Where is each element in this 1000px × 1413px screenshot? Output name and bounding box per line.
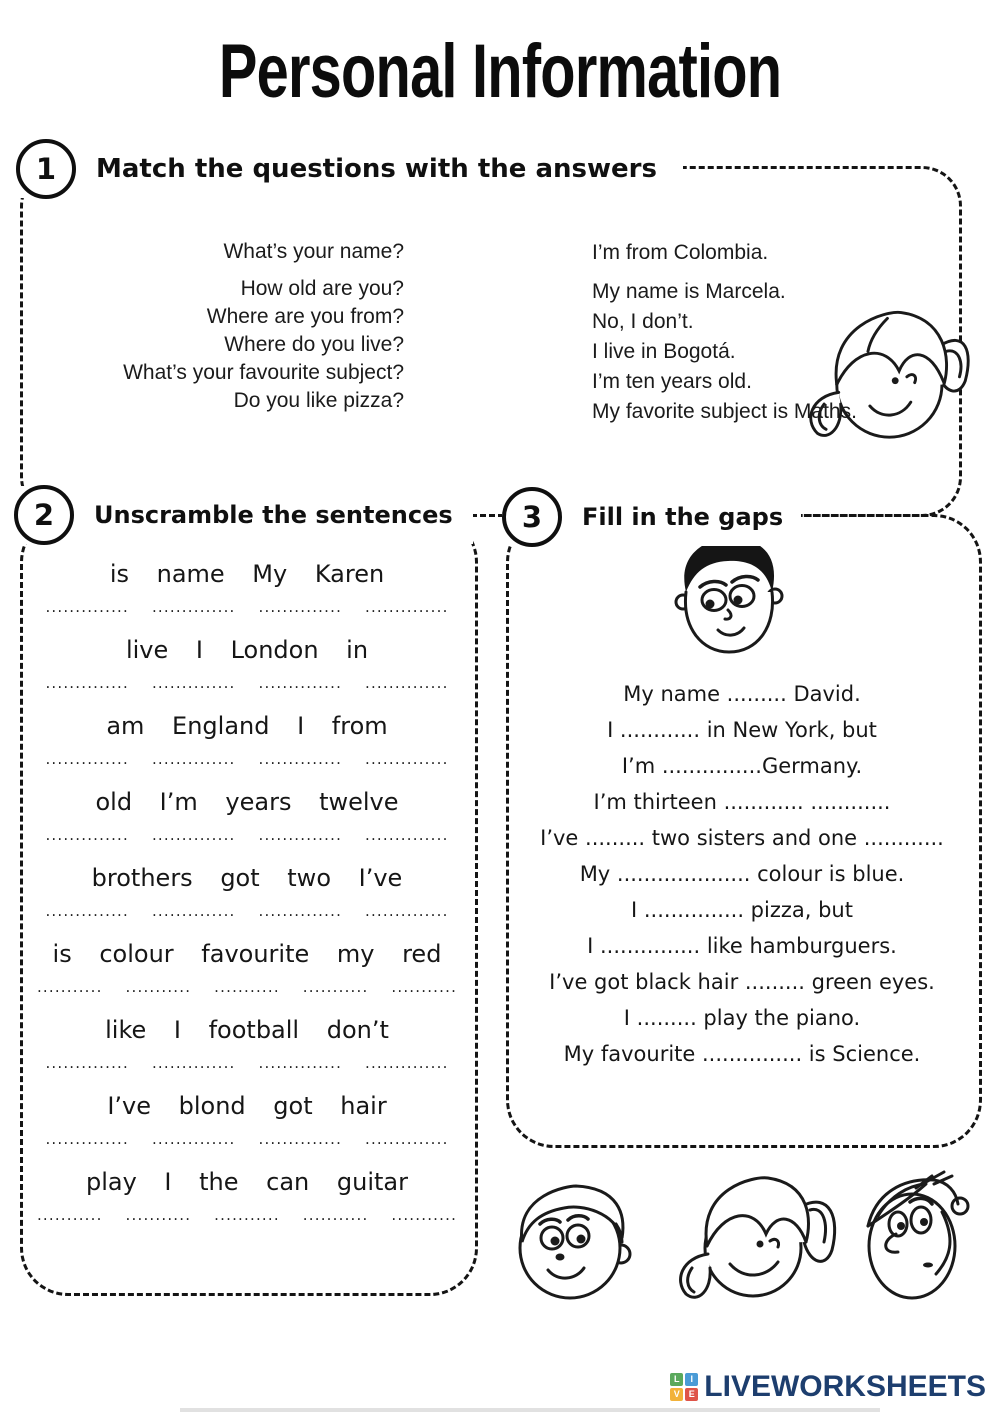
gap-line: I ............ in New York, but xyxy=(607,718,877,742)
blank-row: .............. .............. .............. .............. xyxy=(45,598,449,616)
answer-item: No, I don’t. xyxy=(592,310,694,333)
gap-line: I’m thirteen ............ ............ xyxy=(593,790,891,814)
logo-cell-i: I xyxy=(685,1373,698,1386)
answer-item: I’m from Colombia. xyxy=(592,241,769,264)
liveworksheets-logo[interactable] xyxy=(670,1370,986,1404)
word-row: I’ve blond got hair xyxy=(107,1092,387,1120)
scan-artifact xyxy=(180,1408,880,1412)
word-row: old I’m years twelve xyxy=(95,788,399,816)
gap-line: I ............... like hamburguers. xyxy=(587,934,897,958)
gap-line: My .................... colour is blue. xyxy=(579,862,905,886)
section-3-heading: Fill in the gaps xyxy=(582,503,784,531)
word-row: live I London in xyxy=(125,636,369,664)
gap-line: I’ve ......... two sisters and one ............ xyxy=(540,826,944,850)
blank-row: .............. .............. .............. .............. xyxy=(45,674,449,692)
blank-row: .............. .............. .............. .............. xyxy=(45,1054,449,1072)
gap-line: I ......... play the piano. xyxy=(623,1006,861,1030)
blank-row: .............. .............. .............. .............. xyxy=(45,826,449,844)
kid-boy-icon xyxy=(498,1172,648,1304)
word-row: is colour favourite my red xyxy=(52,940,442,968)
logo-text: LIVEWORKSHEETS xyxy=(704,1370,986,1403)
blank-row: ........... ........... ........... ........... ........... xyxy=(36,978,458,996)
question-item: What’s your favourite subject? xyxy=(123,361,404,384)
question-item: Where do you live? xyxy=(224,333,404,356)
logo-cell-l: L xyxy=(670,1373,683,1386)
blank-row: .............. .............. .............. .............. xyxy=(45,902,449,920)
section-3-number-badge: 3 xyxy=(502,487,562,547)
word-row: play I the can guitar xyxy=(85,1168,408,1196)
section-2-heading: Unscramble the sentences xyxy=(94,501,453,529)
word-row: like I football don’t xyxy=(105,1016,389,1044)
word-row: brothers got two I’ve xyxy=(91,864,403,892)
gap-line: I’ve got black hair ......... green eyes. xyxy=(549,970,935,994)
blank-row: .............. .............. .............. .............. xyxy=(45,1130,449,1148)
section-2-header xyxy=(14,486,473,544)
section-2-number-badge: 2 xyxy=(14,485,74,545)
kid-girl-icon xyxy=(658,1158,848,1306)
boy-face-icon xyxy=(668,530,793,668)
gap-line: I’m ...............Germany. xyxy=(621,754,863,778)
gap-line: I ............... pizza, but xyxy=(631,898,853,922)
blank-row: ........... ........... ........... ........... ........... xyxy=(36,1206,458,1224)
unscramble-list xyxy=(32,560,462,1244)
gap-line: My name ......... David. xyxy=(623,682,861,706)
kid-man-icon xyxy=(856,1162,974,1304)
answers-list xyxy=(592,238,942,427)
word-row: am England I from xyxy=(106,712,388,740)
logo-cell-v: V xyxy=(670,1388,683,1401)
answer-item: My favorite subject is Maths. xyxy=(592,400,857,423)
answer-item: My name is Marcela. xyxy=(592,280,786,303)
question-item: Do you like pizza? xyxy=(233,389,404,412)
section-3-header xyxy=(502,488,801,546)
answer-item: I live in Bogotá. xyxy=(592,340,736,363)
gaps-list xyxy=(512,676,972,1072)
blank-row: .............. .............. .............. .............. xyxy=(45,750,449,768)
question-item: Where are you from? xyxy=(206,305,404,328)
gap-line: My favourite ............... is Science. xyxy=(563,1042,921,1066)
questions-list xyxy=(112,238,404,415)
question-item: What’s your name? xyxy=(223,240,404,263)
section-1-heading: Match the questions with the answers xyxy=(96,154,657,184)
question-item: How old are you? xyxy=(240,277,404,300)
section-1-header xyxy=(16,140,683,198)
logo-cell-e: E xyxy=(685,1388,698,1401)
page-title: Personal Information xyxy=(218,29,782,114)
section-1-number-badge: 1 xyxy=(16,139,76,199)
answer-item: I’m ten years old. xyxy=(592,370,752,393)
word-row: is name My Karen xyxy=(109,560,385,588)
logo-grid-icon xyxy=(670,1373,698,1401)
